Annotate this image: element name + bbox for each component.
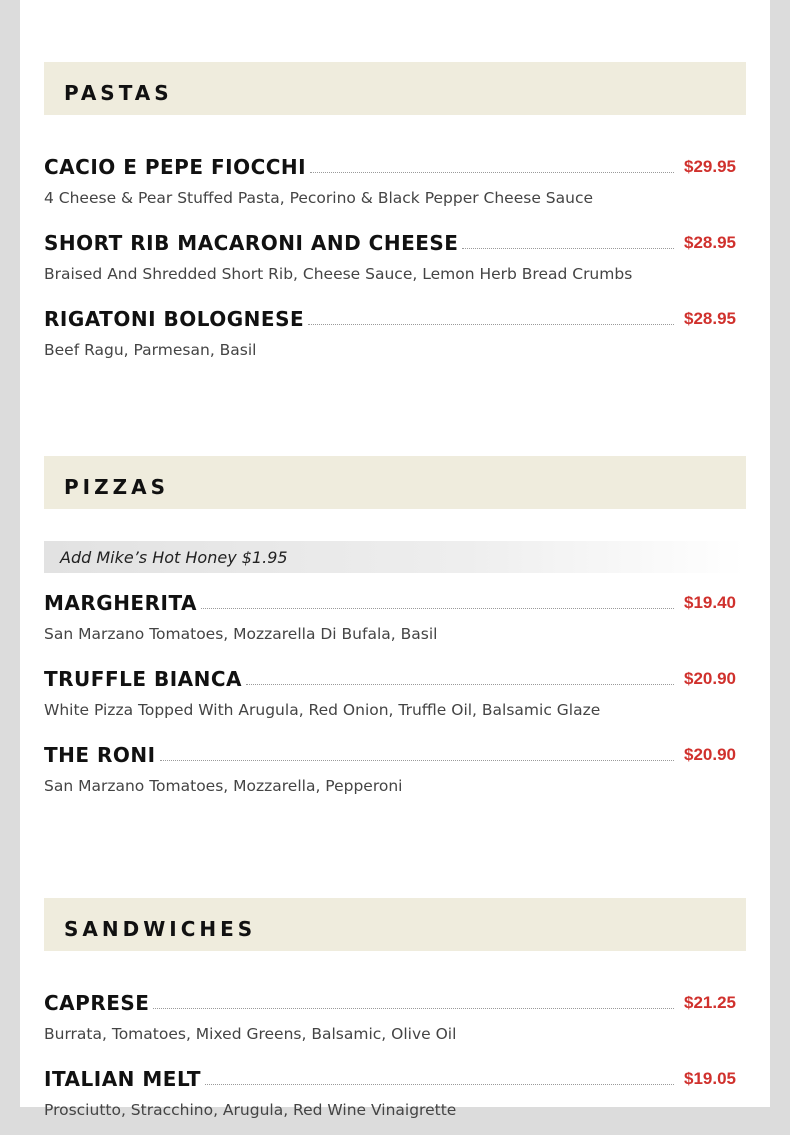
dot-leader: [201, 607, 674, 609]
dot-leader: [153, 1007, 674, 1009]
item-name: CAPRESE: [44, 991, 150, 1015]
dot-leader: [246, 683, 674, 685]
item-description: White Pizza Topped With Arugula, Red Onion, Truffle Oil, Balsamic Glaze: [44, 701, 601, 719]
section-pastas: [44, 62, 746, 375]
item-price: $29.95: [684, 157, 736, 176]
item-price: $19.40: [684, 593, 736, 612]
section-title: PIZZAS: [64, 474, 169, 499]
item-price: $20.90: [684, 745, 736, 764]
menu-item[interactable]: [44, 147, 746, 223]
item-description: San Marzano Tomatoes, Mozzarella Di Bufala, Basil: [44, 625, 438, 643]
item-name: TRUFFLE BIANCA: [44, 667, 243, 691]
section-header: [44, 456, 746, 509]
section-title: SANDWICHES: [64, 916, 257, 941]
dot-leader: [205, 1083, 674, 1085]
menu-item[interactable]: [44, 1059, 746, 1135]
dot-leader: [462, 247, 674, 249]
item-name: SHORT RIB MACARONI AND CHEESE: [44, 231, 459, 255]
item-name: THE RONI: [44, 743, 156, 767]
section-title: PASTAS: [64, 80, 173, 105]
section-header: [44, 62, 746, 115]
add-on-note-text: Add Mike’s Hot Honey $1.95: [60, 547, 288, 567]
item-description: Braised And Shredded Short Rib, Cheese Sauce, Lemon Herb Bread Crumbs: [44, 265, 633, 283]
item-description: 4 Cheese & Pear Stuffed Pasta, Pecorino & Black Pepper Cheese Sauce: [44, 189, 594, 207]
item-price: $28.95: [684, 309, 736, 328]
item-name: CACIO E PEPE FIOCCHI: [44, 155, 307, 179]
menu-item[interactable]: [44, 223, 746, 299]
add-on-note: [44, 541, 746, 573]
dot-leader: [160, 759, 674, 761]
menu-item[interactable]: [44, 735, 746, 811]
item-description: San Marzano Tomatoes, Mozzarella, Pepperoni: [44, 777, 403, 795]
section-sandwiches: [44, 898, 746, 1135]
item-name: MARGHERITA: [44, 591, 198, 615]
section-header: [44, 898, 746, 951]
menu-item[interactable]: [44, 659, 746, 735]
menu-item[interactable]: [44, 299, 746, 375]
menu-item[interactable]: [44, 583, 746, 659]
section-pizzas: [44, 456, 746, 811]
item-price: $19.05: [684, 1069, 736, 1088]
menu-page: [20, 0, 770, 1119]
item-description: Prosciutto, Stracchino, Arugula, Red Wine Vinaigrette: [44, 1101, 457, 1119]
menu-item[interactable]: [44, 983, 746, 1059]
item-price: $20.90: [684, 669, 736, 688]
item-price: $28.95: [684, 233, 736, 252]
item-description: Burrata, Tomatoes, Mixed Greens, Balsamic, Olive Oil: [44, 1025, 457, 1043]
item-name: RIGATONI BOLOGNESE: [44, 307, 305, 331]
item-name: ITALIAN MELT: [44, 1067, 202, 1091]
item-price: $21.25: [684, 993, 736, 1012]
dot-leader: [308, 323, 674, 325]
dot-leader: [310, 171, 674, 173]
item-description: Beef Ragu, Parmesan, Basil: [44, 341, 257, 359]
